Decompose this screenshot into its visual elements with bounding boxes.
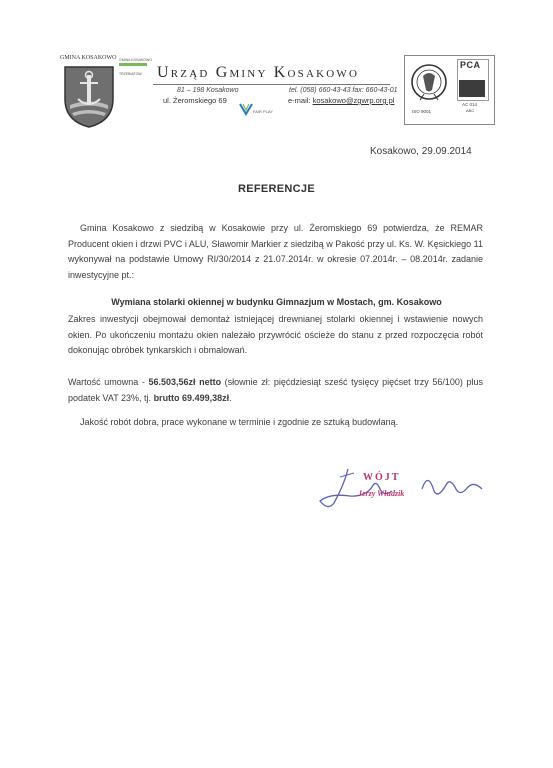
pca-dark-badge	[459, 80, 485, 97]
certification-seal-icon	[410, 62, 448, 106]
email-link[interactable]: kosakowo@zgwrp.org.pl	[312, 96, 395, 105]
value-text-2: (słownie zł: pięćdziesiąt sześć tysięcy pięćset trzy 56/100) plus podatek VAT 23%, tj.	[68, 377, 483, 403]
address-postcode: 81 – 198 Kosakowo	[177, 87, 239, 94]
small-logo-bottom-text: TRZEBIATOW	[119, 72, 142, 76]
net-value: 56.503,56zł netto	[148, 377, 222, 387]
header-divider	[153, 84, 390, 85]
letter-date: Kosakowo, 29.09.2014	[370, 146, 472, 157]
handwritten-signature-icon	[310, 463, 490, 511]
phone-fax: tel. (058) 660-43-43 fax: 660-43-01	[289, 87, 398, 94]
paragraph-scope: Zakres inwestycji obejmował demontaż istniejącej drewnianej stolarki okiennej i wstawienie nowych okien. Po ukończeniu montażu okien należało przywrócić ościeże do stanu z przed rozpoczęcia robót dokonując obróbek tynkarskich i obmalowań.	[68, 314, 483, 355]
accreditation-label: AC 014	[462, 102, 478, 107]
stamp-name: Jerzy Włudzik	[358, 489, 405, 498]
paragraph-value	[68, 375, 483, 406]
address-street: ul. Żeromskiego 69	[163, 96, 227, 105]
small-logo-top-text: GMINA KOSAKOWO	[119, 58, 153, 62]
municipality-small-logo	[119, 58, 153, 88]
office-title: Urząd Gminy Kosakowo	[157, 64, 360, 81]
pca-logo: PCA	[460, 60, 481, 70]
value-text-1: Wartość umowna -	[68, 377, 149, 387]
paragraph-intro	[68, 221, 483, 283]
paragraph-quality: Jakość robót dobra, prace wykonane w terminie i zgodnie ze sztuką budowlaną.	[80, 417, 399, 427]
accreditation-sub: ABC	[466, 108, 475, 113]
small-logo-green-bar	[119, 63, 147, 66]
email-label: e-mail:	[288, 96, 313, 105]
fair-play-label: FAIR PLAY	[253, 109, 273, 114]
value-text-3: .	[229, 392, 232, 403]
stamp-title: WÓJT	[363, 472, 401, 483]
crest-label: GMINA KOSAKOWO	[60, 55, 117, 61]
letter-heading: REFERENCJE	[238, 183, 315, 195]
iso-label: ISO 9001	[412, 109, 432, 114]
coat-of-arms-icon	[62, 65, 116, 129]
email-line	[288, 96, 394, 105]
project-subject: Wymiana stolarki okiennej w budynku Gimnazjum w Mostach, gm. Kosakowo	[111, 297, 442, 307]
paragraph-intro-text: Gmina Kosakowo z siedzibą w Kosakowie przy ul. Żeromskiego 69 potwierdza, że REMAR Producent okien i drzwi PVC i ALU, Sławomir Markier z siedzibą w Pakość przy ul. Ks. W. Kęsickiego 11 wykonywał na podstawie Umowy RI/30/2014 z 21.07.2014r. w okresie 07.2014r. – 08.2014r. zadanie inwestycyjne pt.:	[68, 223, 483, 280]
gross-value: brutto 69.499,38zł	[153, 392, 230, 403]
